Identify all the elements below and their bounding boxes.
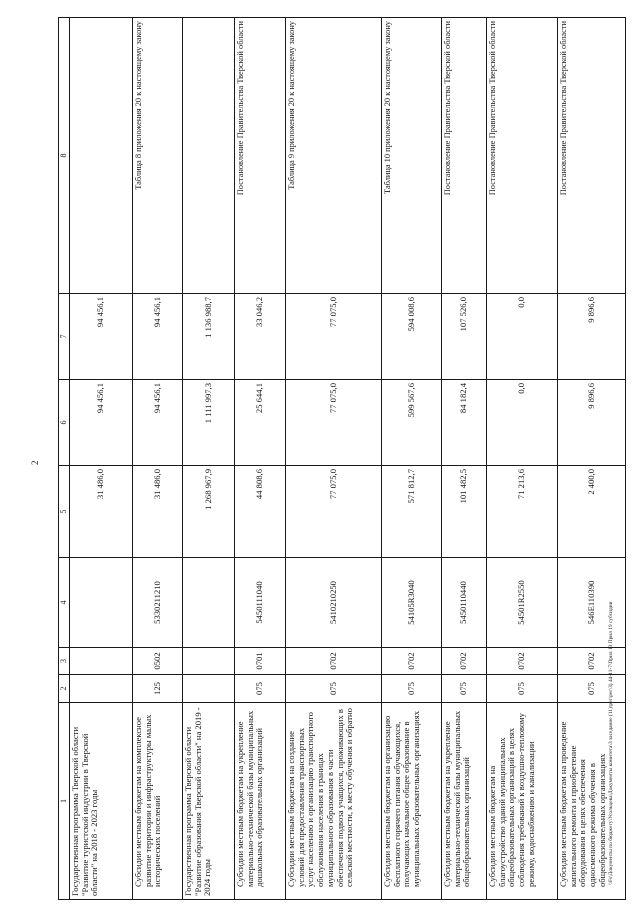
cell-target-article: 546E110390 xyxy=(558,558,626,648)
cell-year-1: 71 213,6 xyxy=(487,466,558,558)
cell-distribution-basis: Постановление Правительства Тверской области xyxy=(235,18,286,294)
cell-target-article: 5410210250 xyxy=(286,558,382,648)
cell-section: 0702 xyxy=(558,648,626,675)
cell-year-3: 77 075,0 xyxy=(286,294,382,380)
cell-year-1: 44 808,6 xyxy=(235,466,286,558)
cell-year-2: 1 111 997,3 xyxy=(183,380,235,466)
header-col-2: 2 xyxy=(59,675,70,703)
cell-distribution-basis xyxy=(183,18,235,294)
cell-target-article: 54501R2550 xyxy=(487,558,558,648)
cell-section: 0702 xyxy=(487,648,558,675)
cell-year-1: 2 400,0 xyxy=(558,466,626,558)
cell-year-2: 0,0 xyxy=(487,380,558,466)
row-name: Государственная программа Тверской области "Развитие туристской индустрии в Тверской области" на 2018 - 2023 годы xyxy=(70,703,133,900)
cell-distribution-basis: Таблица 9 приложения 20 к настоящему закону xyxy=(286,18,382,294)
cell-section xyxy=(183,648,235,675)
cell-ministry: 075 xyxy=(286,675,382,703)
cell-distribution-basis: Таблица 8 приложения 20 к настоящему закону xyxy=(133,18,183,294)
table-row xyxy=(487,18,558,900)
table-row xyxy=(382,18,442,900)
cell-ministry xyxy=(183,675,235,703)
header-col-7: 7 xyxy=(59,294,70,380)
header-col-1: 1 xyxy=(59,703,70,900)
cell-year-3: 94 456,1 xyxy=(70,294,133,380)
cell-ministry: 075 xyxy=(382,675,442,703)
cell-year-2: 9 896,6 xyxy=(558,380,626,466)
cell-target-article xyxy=(70,558,133,648)
row-name: Субсидии местным бюджетам на создание условий для предоставления транспортных услуг населению и организацию транспортного обслуживания населения в границах муниципального образования в части обеспечения подвоза учащихся, проживающих в сельской местности, к месту обучения и обратно xyxy=(286,703,382,900)
table-row xyxy=(70,18,133,900)
cell-year-1: 1 268 967,9 xyxy=(183,466,235,558)
row-name: Государственная программа Тверской области "Развитие образования Тверской области" на 2019 - 2024 годы xyxy=(183,703,235,900)
row-name: Субсидии местным бюджетам на проведение капитального ремонта и приобретение оборудования в целях обеспечения односменного режима обучения в общеобразовательных организациях xyxy=(558,703,626,900)
cell-distribution-basis: Таблица 10 приложения 20 к настоящему закону xyxy=(382,18,442,294)
cell-section xyxy=(70,648,133,675)
table-row xyxy=(442,18,487,900)
cell-distribution-basis: Постановление Правительства Тверской области xyxy=(487,18,558,294)
cell-target-article: 5450110440 xyxy=(442,558,487,648)
table-row xyxy=(286,18,382,900)
cell-ministry: 125 xyxy=(133,675,183,703)
cell-section: 0701 xyxy=(235,648,286,675)
cell-year-3: 0,0 xyxy=(487,294,558,380)
cell-year-2: 77 075,0 xyxy=(286,380,382,466)
table-row xyxy=(183,18,235,900)
cell-ministry: 075 xyxy=(558,675,626,703)
table-row xyxy=(558,18,626,900)
cell-year-2: 94 456,1 xyxy=(133,380,183,466)
page-number: 2 xyxy=(30,460,40,465)
subsidy-table xyxy=(58,17,626,900)
cell-ministry: 075 xyxy=(487,675,558,703)
cell-distribution-basis: Постановление Правительства Тверской области xyxy=(558,18,626,294)
cell-year-3: 94 456,1 xyxy=(133,294,183,380)
header-col-5: 5 xyxy=(59,466,70,558)
row-name: Субсидии местным бюджетам на организацию бесплатного горячего питания обучающихся, получающих начальное общее образование в муниципальных образовательных организациях xyxy=(382,703,442,900)
cell-ministry: 075 xyxy=(442,675,487,703)
cell-year-3: 9 896,6 xyxy=(558,294,626,380)
header-col-8: 8 xyxy=(59,18,70,294)
cell-distribution-basis xyxy=(70,18,133,294)
cell-year-1: 101 482,5 xyxy=(442,466,487,558)
header-col-6: 6 xyxy=(59,380,70,466)
table-row xyxy=(133,18,183,900)
row-name: Субсидии местным бюджетам на комплексное развитие территории и инфраструктуры малых исторических поселений xyxy=(133,703,183,900)
cell-section: 0502 xyxy=(133,648,183,675)
cell-year-1: 31 486,0 xyxy=(70,466,133,558)
cell-distribution-basis: Постановление Правительства Тверской области xyxy=(442,18,487,294)
cell-year-2: 25 644,1 xyxy=(235,380,286,466)
cell-year-1: 77 075,0 xyxy=(286,466,382,558)
cell-target-article: 54105R3040 xyxy=(382,558,442,648)
table-row xyxy=(235,18,286,900)
cell-year-3: 107 526,0 xyxy=(442,294,487,380)
cell-section: 0702 xyxy=(442,648,487,675)
cell-year-2: 94 456,1 xyxy=(70,380,133,466)
cell-target-article xyxy=(183,558,235,648)
cell-target-article: 5450111040 xyxy=(235,558,286,648)
header-row xyxy=(59,18,70,900)
cell-year-1: 571 812,7 xyxy=(382,466,442,558)
cell-ministry: 075 xyxy=(235,675,286,703)
row-name: Субсидии местным бюджетам на укрепление материально-технической базы муниципальных дошкольных образовательных организаций xyxy=(235,703,286,900)
cell-year-3: 1 136 988,7 xyxy=(183,294,235,380)
cell-year-3: 33 046,2 xyxy=(235,294,286,380)
cell-section: 0702 xyxy=(286,648,382,675)
row-name: Субсидии местным бюджетам на укрепление материально-технической базы муниципальных общеобразовательных организаций xyxy=(442,703,487,900)
cell-year-3: 594 008,6 xyxy=(382,294,442,380)
cell-section: 0702 xyxy=(382,648,442,675)
cell-year-1: 31 486,0 xyxy=(133,466,183,558)
cell-year-2: 84 182,4 xyxy=(442,380,487,466)
cell-target-article: 5330211210 xyxy=(133,558,183,648)
table-body xyxy=(70,18,626,900)
row-name: Субсидии местным бюджетам на благоустройство зданий муниципальных общеобразовательных организаций в целях соблюдения требований к воздушно-тепловому режиму, водоснабжению и канализации xyxy=(487,703,558,900)
cell-year-2: 599 567,6 xyxy=(382,380,442,466)
footer-file-path: \\Fs\Документы по бюджету\Усольцева\Документы комитета\3 заседание (11)\рег\рег\3) 44-11-7\Прил 13 Прил 19 субсидии xyxy=(608,601,614,885)
header-col-3: 3 xyxy=(59,648,70,675)
cell-ministry xyxy=(70,675,133,703)
header-col-4: 4 xyxy=(59,558,70,648)
